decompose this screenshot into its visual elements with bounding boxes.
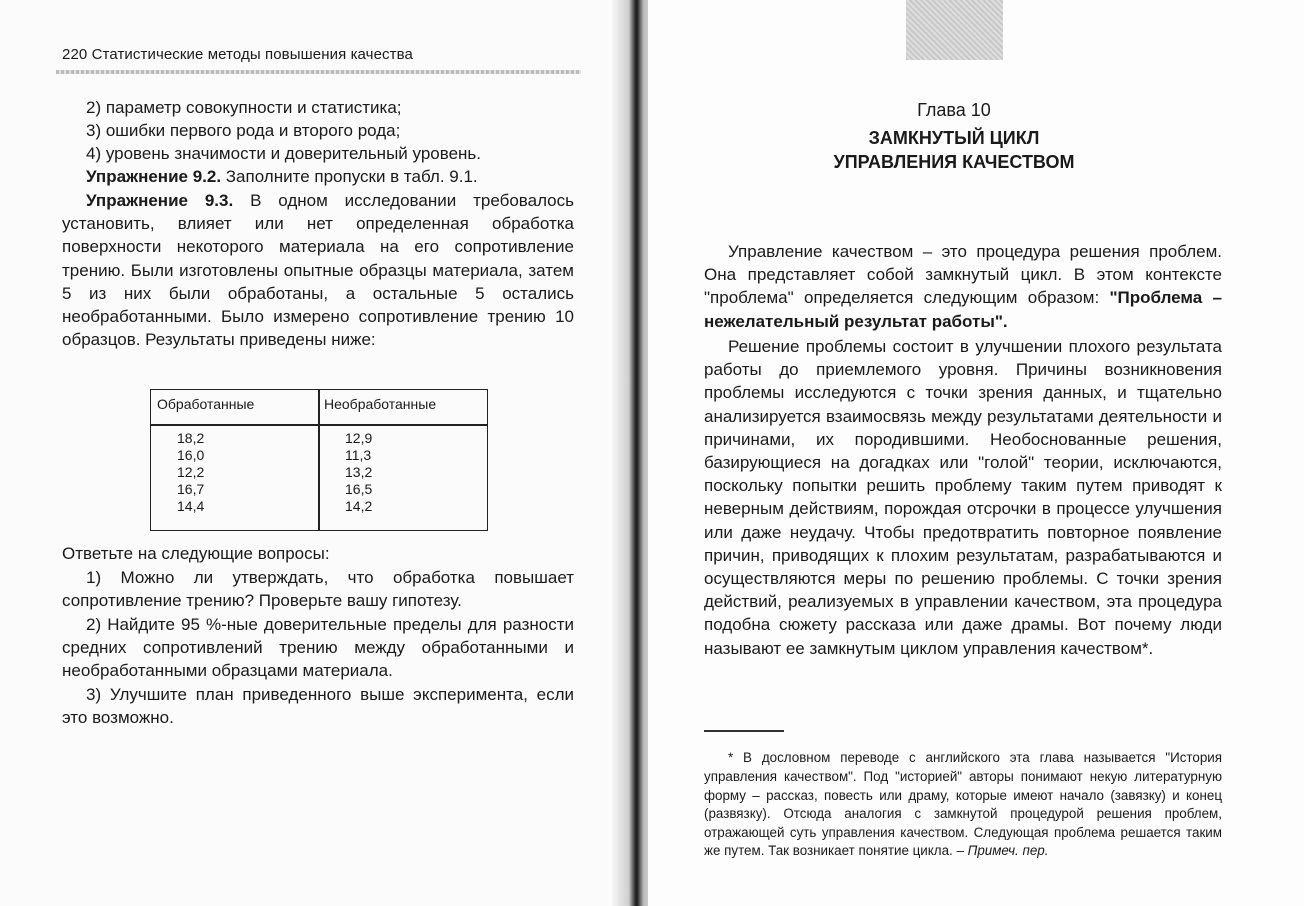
chapter-title	[648, 126, 1260, 174]
question-item: 2) Найдите 95 %-ные доверительные пределы для разности средних сопротивлений трению между обработанными и необработанными образцами материала.	[62, 615, 574, 681]
table-cell: 16,5	[345, 481, 373, 497]
exercise-text: Заполните пропуски в табл. 9.1.	[221, 167, 478, 186]
header-rule	[56, 70, 581, 74]
question-item: 3) Улучшите план приведенного выше эксперимента, если это возможно.	[62, 685, 574, 728]
table-cell: 16,0	[177, 447, 205, 463]
table-cell: 13,2	[345, 464, 373, 480]
footnote-rule	[704, 730, 784, 732]
table-cell: 16,7	[177, 481, 205, 497]
exercise-label: Упражнение 9.3.	[86, 191, 234, 210]
paragraph-definition	[704, 240, 1222, 333]
questions-intro: Ответьте на следующие вопросы:	[62, 544, 330, 563]
footnote-note: Примеч. пер.	[967, 843, 1049, 859]
paragraph-body: Решение проблемы состоит в улучшении плохого результата работы до приемлемого уровня. Причины возникновения проблемы исследуются с точки зрения данных, и тщательно анализируется взаимосвязь между результатами деятельности и причинами, их породившими. Необоснованные решения, базирующиеся на догадках или "голой" теории, исключаются, поскольку попытки решить проблему таким путем приводят к неверным действиям, порождая отсрочки в процессе улучшения или даже неудачу. Чтобы предотвратить повторное появление причин, приводящих к плохим результатам, разрабатываются и осуществляются меры по решению проблемы. С точки зрения действий, реализуемых в управлении качеством, эта процедура подобна сюжету рассказа или даже драмы. Вот почему люди называют ее замкнутым циклом управления качеством*.	[704, 337, 1222, 658]
right-page	[648, 0, 1304, 906]
column-divider	[318, 390, 320, 530]
table-header-untreated: Необработанные	[324, 396, 437, 412]
table-cell: 14,4	[177, 498, 205, 514]
running-head: 220 Статистические методы повышения качества	[62, 46, 413, 63]
header-divider	[151, 424, 487, 426]
list-item: 2) параметр совокупности и статистика;	[86, 98, 402, 117]
footnote-text: * В дословном переводе с английского эта глава называется "История управления качеством". Под "историей" авторы понимают некую литературную форму – рассказ, повесть или драму, которые имеют начало (завязку) и конец (развязку). Отсюда аналогия с замкнутой процедурой решения проблем, отражающей суть управления качеством. Следующая проблема решается таким же путем. Так возникает понятие цикла. –	[704, 750, 1222, 859]
table-cell: 12,9	[345, 430, 373, 446]
footnote	[704, 749, 1222, 861]
exercise-label: Упражнение 9.2.	[86, 167, 222, 186]
exercise-9-2	[62, 165, 574, 188]
chapter-number: Глава 10	[917, 100, 991, 120]
untreated-values	[345, 430, 372, 515]
friction-data-table	[150, 389, 488, 531]
treated-values	[177, 430, 204, 515]
question-item: 1) Можно ли утверждать, что обработка повышает сопротивление трению? Проверьте вашу гипотезу.	[62, 568, 574, 611]
table-cell: 18,2	[177, 430, 205, 446]
chapter-title-line: УПРАВЛЕНИЯ КАЧЕСТВОМ	[833, 152, 1075, 172]
table-cell: 12,2	[177, 464, 205, 480]
list-item: 3) ошибки первого рода и второго рода;	[86, 121, 401, 140]
list-item: 4) уровень значимости и доверительный уровень.	[86, 144, 481, 163]
table-header-treated: Обработанные	[157, 396, 255, 412]
exercise-9-3	[62, 189, 574, 351]
table-cell: 14,2	[345, 498, 373, 514]
chapter-title-line: ЗАМКНУТЫЙ ЦИКЛ	[868, 128, 1040, 148]
left-page	[0, 0, 632, 906]
table-cell: 11,3	[345, 447, 372, 463]
exercise-text: В одном исследовании требовалось установить, влияет или нет определенная обработка поверхности некоторого материала на его сопротивление трению. Были изготовлены опытные образцы материала, затем 5 из них были обработаны, а остальные 5 остались необработанными. Было измерено сопротивление трению 10 образцов. Результаты приведены ниже:	[62, 191, 574, 350]
chapter-tab-marker	[906, 0, 1003, 60]
problem-definition: "Проблема – нежелательный результат работы".	[704, 288, 1222, 331]
paragraph-text: Управление качеством – это процедура решения проблем. Она представляет собой замкнутый цикл. В этом контексте "проблема" определяется следующим образом:	[704, 242, 1222, 308]
